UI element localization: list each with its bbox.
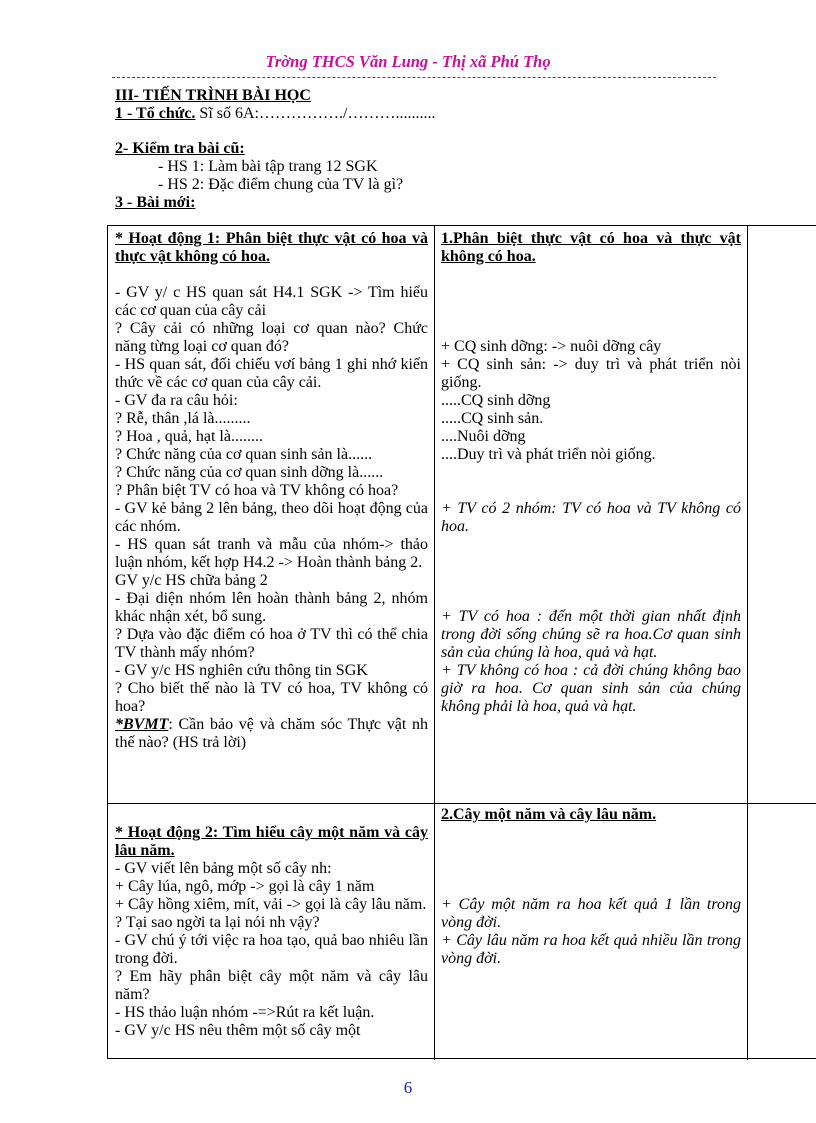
bvmt-label: *BVMT xyxy=(115,716,169,733)
summary-line: ....Nuôi dỡng xyxy=(441,428,526,445)
activity-step: ? Dựa vào đặc điểm có hoa ở TV thì có thể chia TV thành mấy nhóm? xyxy=(115,626,428,661)
activity-1-cell xyxy=(115,230,428,752)
activity-step: - GV chú ý tới việc ra hoa tạo, quả bao nhiêu lần trong đời. xyxy=(115,932,428,967)
activity-step: ? Chức năng của cơ quan sinh dỡng là...... xyxy=(115,464,384,481)
section-title: III- TIẾN TRÌNH BÀI HỌC xyxy=(115,87,311,104)
activity-step: - GV kẻ bảng 2 lên bảng, theo dõi hoạt động của các nhóm. xyxy=(115,500,428,535)
summary-1-cell xyxy=(441,230,741,716)
page-header: Trờng THCS Văn Lung - Thị xã Phú Thọ xyxy=(265,52,551,71)
activity-step: ? Cây cải có những loại cơ quan nào? Chức năng từng loại cơ quan đó? xyxy=(115,320,428,355)
summary-line: + TV không có hoa : cả đời chúng không bao giờ ra hoa. Cơ quan sinh sản của chúng không phải là hoa, quả và hạt. xyxy=(441,662,741,715)
summary-line: .....CQ sinh dỡng xyxy=(441,392,551,409)
activity-step: - GV y/ c HS quan sát H4.1 SGK -> Tìm hiểu các cơ quan của cây cải xyxy=(115,284,428,319)
summary-1-title: 1.Phân biệt thực vật có hoa và thực vật không có hoa. xyxy=(441,230,741,265)
activity-1-title: * Hoạt động 1: Phân biệt thực vật có hoa và thực vật không có hoa. xyxy=(115,230,428,265)
activity-2-cell xyxy=(115,824,428,1040)
bvmt-text: : Cần bảo vệ và chăm sóc Thực vật nh thế nào? (HS trả lời) xyxy=(115,716,428,751)
activity-step: GV y/c HS chữa bảng 2 xyxy=(115,572,268,589)
item-2-label: 2- Kiểm tra bài cũ: xyxy=(115,140,245,157)
row-divider xyxy=(108,803,816,804)
activity-step: - Đại diện nhóm lên hoàn thành bảng 2, nhóm khác nhận xét, bổ sung. xyxy=(115,590,428,625)
item-1-label: 1 - Tổ chức. xyxy=(115,105,196,122)
summary-line: + TV có 2 nhóm: TV có hoa và TV không có hoa. xyxy=(441,500,741,535)
item-2-line: - HS 2: Đặc điểm chung của TV là gì? xyxy=(158,176,404,193)
activity-step: - GV y/c HS nghiên cứu thông tin SGK xyxy=(115,662,368,679)
summary-line: + Cây lâu năm ra hoa kết quả nhiều lần trong vòng đời. xyxy=(441,932,741,967)
summary-line: ....Duy trì và phát triển nòi giống. xyxy=(441,446,656,463)
activity-step: ? Phân biệt TV có hoa và TV không có hoa? xyxy=(115,482,399,499)
column-divider xyxy=(747,226,748,1060)
summary-line: + CQ sinh sản: -> duy trì và phát triển nòi giống. xyxy=(441,356,741,391)
activity-2-title: * Hoạt động 2: Tìm hiểu cây một năm và cây lâu năm. xyxy=(115,824,428,859)
item-2-line: - HS 1: Làm bài tập trang 12 SGK xyxy=(158,158,378,175)
column-divider xyxy=(434,226,435,1060)
activity-step: + Cây hồng xiêm, mít, vải -> gọi là cây lâu năm. xyxy=(115,896,427,913)
summary-line: + TV có hoa : đến một thời gian nhất định trong đời sống chúng sẽ ra hoa.Cơ quan sinh sản của chúng là hoa, quả và hạt. xyxy=(441,608,741,661)
item-1 xyxy=(115,104,435,123)
summary-2-title: 2.Cây một năm và cây lâu năm. xyxy=(441,806,657,823)
lesson-table xyxy=(107,225,816,1059)
activity-step: ? Rễ, thân ,lá là......... xyxy=(115,410,251,427)
summary-2-cell xyxy=(441,806,741,968)
activity-step: ? Em hãy phân biệt cây một năm và cây lâu năm? xyxy=(115,968,428,1003)
page-number: 6 xyxy=(403,1078,413,1097)
activity-step: + Cây lúa, ngô, mớp -> gọi là cây 1 năm xyxy=(115,878,375,895)
header-divider xyxy=(112,77,716,78)
activity-step: ? Chức năng của cơ quan sinh sản là...... xyxy=(115,446,373,463)
activity-step: - GV đa ra câu hỏi: xyxy=(115,392,238,409)
item-1-text: Sĩ số 6A:……………./……….......... xyxy=(195,105,436,122)
summary-line: + Cây một năm ra hoa kết quả 1 lần trong vòng đời. xyxy=(441,896,741,931)
summary-line: .....CQ sinh sản. xyxy=(441,410,544,427)
activity-step: ? Hoa , quả, hạt là........ xyxy=(115,428,263,445)
activity-step: ? Cho biết thế nào là TV có hoa, TV không có hoa? xyxy=(115,680,428,715)
summary-line: + CQ sinh dỡng: -> nuôi dỡng cây xyxy=(441,338,662,355)
bvmt-note xyxy=(115,716,428,752)
activity-step: ? Tại sao ngời ta lại nói nh vậy? xyxy=(115,914,320,931)
activity-step: - GV viết lên bảng một số cây nh: xyxy=(115,860,332,877)
item-3-label: 3 - Bài mới: xyxy=(115,194,196,211)
activity-step: - GV y/c HS nêu thêm một số cây một xyxy=(115,1022,361,1039)
activity-step: - HS quan sát tranh và mẫu của nhóm-> thảo luận nhóm, kết hợp H4.2 -> Hoàn thành bảng 2. xyxy=(115,536,428,571)
activity-step: - HS thảo luận nhóm -=>Rút ra kết luận. xyxy=(115,1004,375,1021)
activity-step: - HS quan sát, đối chiếu vơí bảng 1 ghi nhớ kiến thức về các cơ quan của cây cải. xyxy=(115,356,428,391)
